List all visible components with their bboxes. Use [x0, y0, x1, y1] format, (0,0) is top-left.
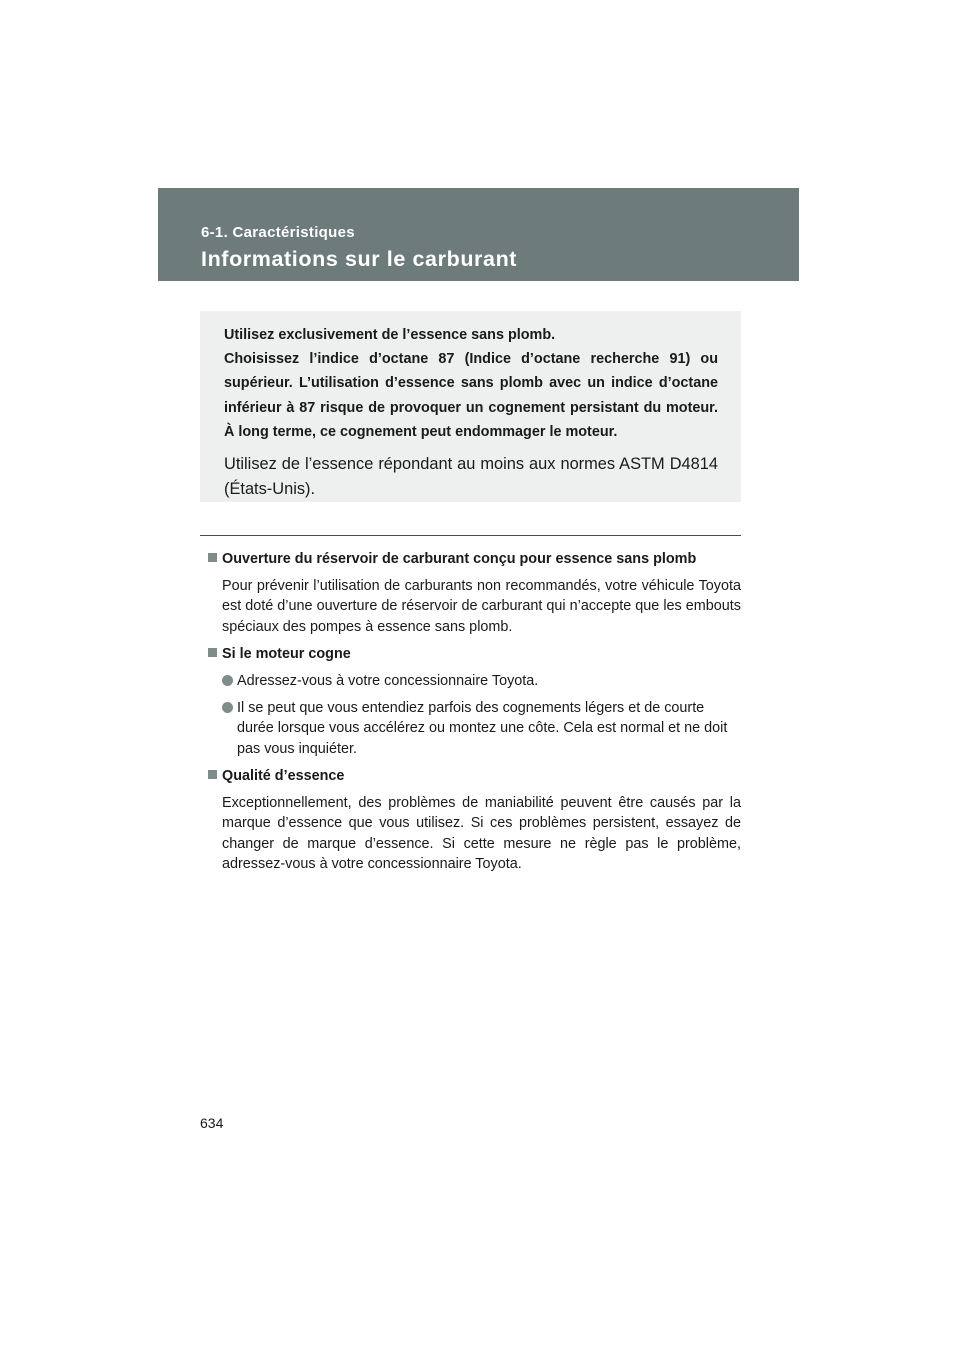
- square-bullet-icon: [208, 648, 217, 657]
- round-bullet-icon: [222, 702, 233, 713]
- section-number: 6-1. Caractéristiques: [201, 224, 355, 241]
- tank-opening-text: Pour prévenir l’utilisation de carburants non recommandés, votre véhicule Toyota est doté d’une ouverture de réservoir de carburant qui n’accepte que les embouts spéciaux des pompes à essence sans plomb.: [222, 578, 741, 635]
- fuel-quality-heading: [208, 766, 741, 786]
- fuel-quality-heading-text: Qualité d’essence: [222, 768, 345, 785]
- divider: [200, 535, 741, 536]
- notes-content: [208, 549, 741, 881]
- engine-knock-heading: [208, 644, 741, 664]
- round-bullet-icon: [222, 675, 233, 686]
- page-number: 634: [200, 1115, 224, 1131]
- square-bullet-icon: [208, 770, 217, 779]
- summary-box: [200, 311, 741, 502]
- fuel-quality-text: Exceptionnellement, des problèmes de maniabilité peuvent être causés par la marque d’essence que vous utilisez. Si ces problèmes persistent, essayez de changer de marque d’essence. Si cette mesure ne règle pas le problème, adressez-vous à votre concessionnaire Toyota.: [222, 795, 741, 872]
- list-item: [222, 698, 741, 759]
- page-title: Informations sur le carburant: [201, 247, 518, 271]
- summary-bold-text: Utilisez exclusivement de l’essence sans plomb. Choisissez l’indice d’octane 87 (Indice d’octane recherche 91) ou supérieur. L’utilisation d’essence sans plomb avec un indice d’octane inférieur à 87 risque de provoquer un cognement persistant du moteur. À long terme, ce cognement peut endommager le moteur.: [224, 327, 718, 440]
- tank-opening-heading: [208, 549, 741, 569]
- engine-knock-heading-text: Si le moteur cogne: [222, 645, 351, 662]
- list-item-text: Adressez-vous à votre concessionnaire Toyota.: [237, 672, 539, 689]
- list-item: [222, 671, 741, 691]
- square-bullet-icon: [208, 553, 217, 562]
- list-item-text: Il se peut que vous entendiez parfois des cognements légers et de courte durée lorsque vous accélérez ou montez une côte. Cela est normal et ne doit pas vous inquiéter.: [237, 700, 728, 757]
- tank-opening-heading-text: Ouverture du réservoir de carburant conçu pour essence sans plomb: [222, 551, 697, 567]
- section-header: [158, 188, 799, 281]
- summary-plain-text: Utilisez de l’essence répondant au moins aux normes ASTM D4814 (États-Unis).: [224, 455, 718, 499]
